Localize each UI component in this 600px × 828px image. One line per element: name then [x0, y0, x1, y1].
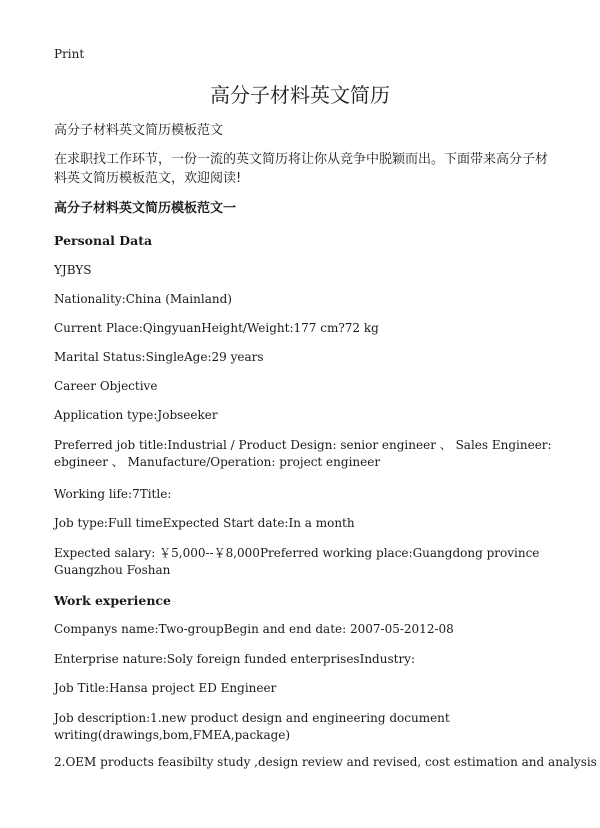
company-line: Companys name:Two-groupBegin and end date: 2007-05-2012-08 — [54, 622, 454, 636]
oem-line: 2.OEM products feasibilty study ,design review and revised, cost estimation and analysis — [54, 755, 597, 769]
section-heading: 高分子材料英文简历模板范文一 — [54, 201, 237, 216]
job-type-line: Job type:Full timeExpected Start date:In a month — [54, 516, 355, 530]
nationality-line: Nationality:China (Mainland) — [54, 292, 232, 306]
intro-paragraph: 在求职找工作环节，一份一流的英文简历将让你从竞争中脱颖而出。下面带来高分子材料英文简历模板范文，欢迎阅读! — [54, 152, 549, 186]
job-title-line: Job Title:Hansa project ED Engineer — [54, 681, 277, 695]
expected-salary-line: Expected salary: ￥5,000--￥8,000Preferred working place:Guangdong province Guangzhou Foshan — [54, 546, 540, 577]
name-line: YJBYS — [54, 263, 92, 277]
working-life-line: Working life:7Title: — [54, 487, 172, 501]
work-experience-heading: Work experience — [54, 593, 171, 608]
enterprise-line: Enterprise nature:Soly foreign funded enterprisesIndustry: — [54, 652, 415, 666]
print-link[interactable]: Print — [54, 47, 85, 61]
current-place-line: Current Place:QingyuanHeight/Weight:177 cm?72 kg — [54, 321, 379, 335]
subtitle: 高分子材料英文简历模板范文 — [54, 123, 224, 138]
application-type-line: Application type:Jobseeker — [54, 408, 218, 422]
career-objective-line: Career Objective — [54, 379, 158, 393]
job-description-line: Job description:1.new product design and engineering document writing(drawings,bom,FMEA,package) — [54, 711, 450, 742]
personal-data-heading: Personal Data — [54, 233, 153, 248]
preferred-title-line: Preferred job title:Industrial / Product Design: senior engineer 、 Sales Engineer: ebgineer 、 Manufacture/Operation: project engineer — [54, 438, 552, 469]
marital-line: Marital Status:SingleAge:29 years — [54, 350, 264, 364]
page-title: 高分子材料英文简历 — [210, 83, 390, 107]
